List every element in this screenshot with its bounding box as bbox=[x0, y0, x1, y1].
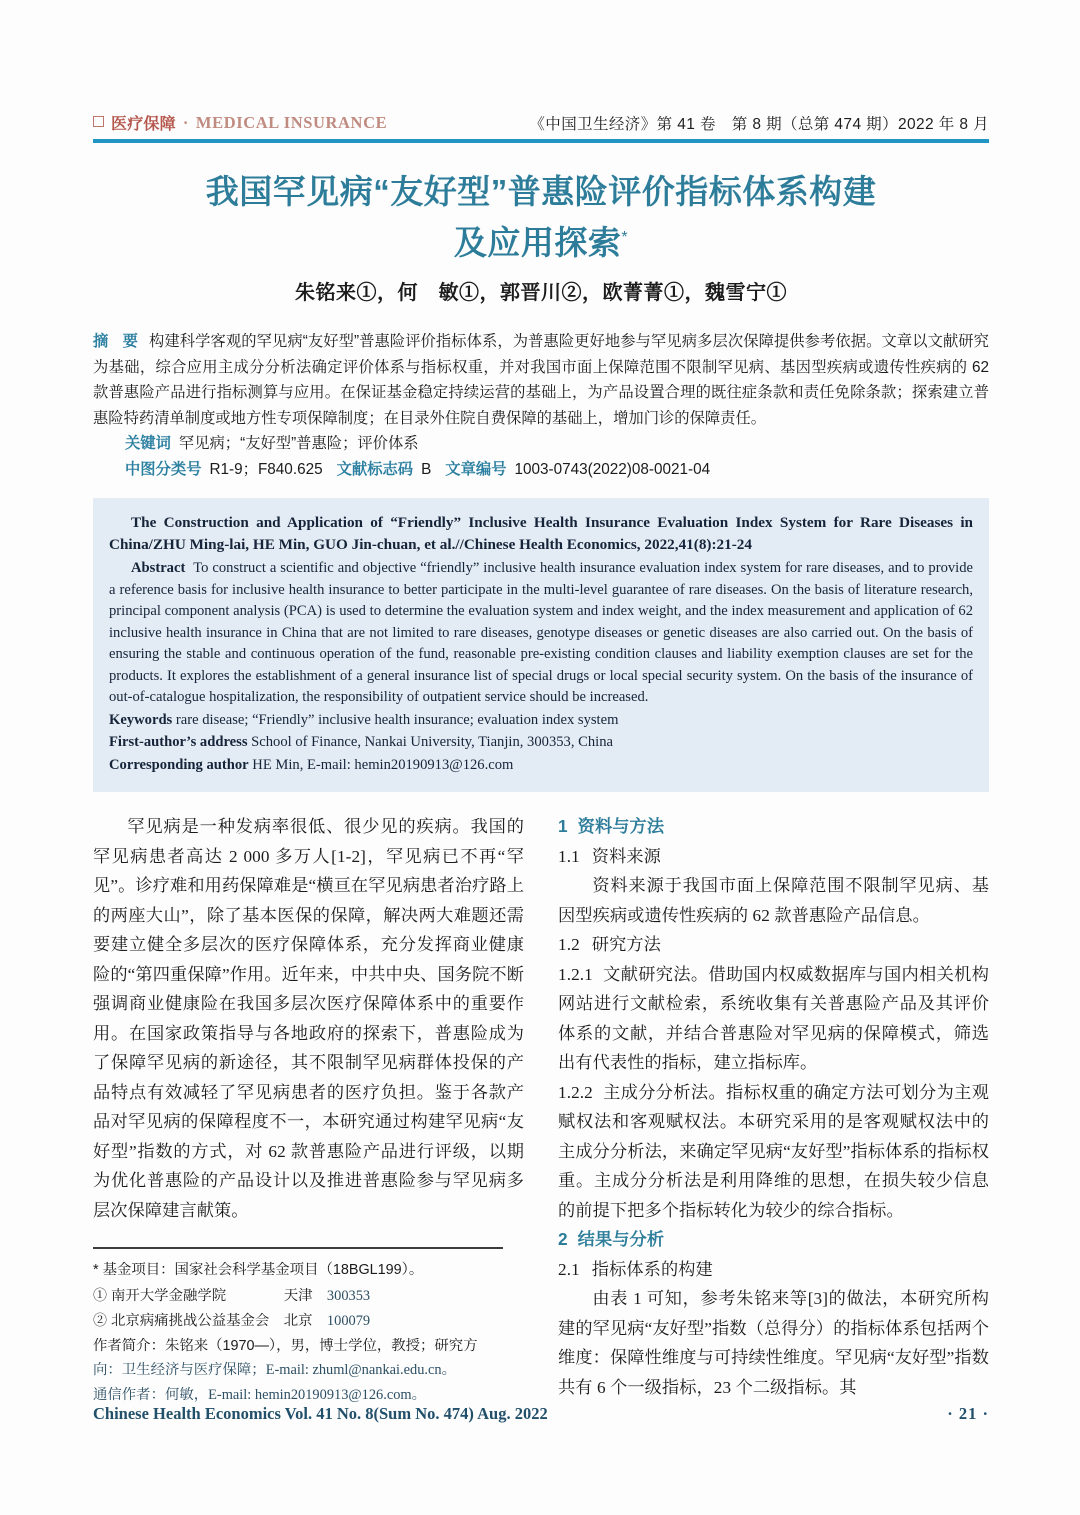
subsection-1-1-title: 资料来源 bbox=[591, 846, 661, 866]
section-heading-1 bbox=[558, 812, 989, 842]
affiliation-1-marker: ① bbox=[93, 1286, 107, 1303]
affiliation-2-city: 北京 bbox=[283, 1313, 313, 1330]
title-line-2: 及应用探索 bbox=[453, 224, 622, 261]
corresponding-footnote-line: 通信作者：何敏，E-mail: hemin20190913@126.com。 bbox=[93, 1386, 427, 1403]
english-keywords-label: Keywords bbox=[109, 711, 173, 728]
left-column bbox=[93, 812, 524, 1407]
subsection-1-2-title: 研究方法 bbox=[591, 935, 661, 955]
english-keywords-line bbox=[109, 710, 973, 732]
section-separator: · bbox=[182, 112, 189, 132]
article-id-value: 1003-0743(2022)08-0021-04 bbox=[514, 461, 711, 479]
body-columns bbox=[93, 812, 989, 1407]
footnote-text bbox=[93, 1258, 524, 1407]
english-abstract-box bbox=[93, 498, 989, 792]
doc-code-label: 文献标志码 bbox=[336, 461, 414, 479]
subsection-1-2-1-number: 1.2.1 bbox=[558, 964, 593, 984]
affiliation-1-name: 南开大学金融学院 bbox=[111, 1287, 227, 1304]
subsection-1-2-2 bbox=[558, 1078, 989, 1226]
classification-line bbox=[125, 457, 989, 483]
first-author-address-label: First-author’s address bbox=[109, 734, 248, 751]
subsection-heading-1-2 bbox=[558, 930, 989, 960]
affiliation-2-zip: 100079 bbox=[326, 1313, 371, 1330]
corresponding-author-value: HE Min, E-mail: hemin20190913@126.com bbox=[252, 756, 514, 773]
title-line-1: 我国罕见病“友好型”普惠险评价指标体系构建 bbox=[205, 173, 877, 210]
page-number: · 21 · bbox=[947, 1404, 989, 1423]
footnote-block bbox=[93, 1247, 524, 1407]
subsection-1-1-body: 资料来源于我国市面上保障范围不限制罕见病、基因型疾病或遗传性疾病的 62 款普惠险产品信息。 bbox=[558, 876, 989, 925]
english-keywords-value: rare disease; “Friendly” inclusive health insurance; evaluation index system bbox=[175, 711, 619, 728]
affiliation-1-line bbox=[93, 1283, 524, 1309]
english-abstract-body bbox=[109, 558, 973, 709]
running-header bbox=[93, 100, 989, 134]
corresponding-author-label: Corresponding author bbox=[109, 756, 249, 773]
section-heading-2 bbox=[558, 1225, 989, 1255]
subsection-1-2-2-body: 主成分分析法。指标权重的确定方法可划分为主观赋权法和客观赋权法。本研究采用的是客观赋权法中的主成分分析法，来确定罕见病“友好型”指标体系的指标权重。主成分分析法是利用降维的思想，在损失较少信息的前提下把多个指标转化为较少的综合指标。 bbox=[558, 1082, 989, 1220]
running-header-section bbox=[93, 111, 387, 134]
square-outline-icon bbox=[93, 116, 104, 127]
introduction-paragraph: 罕见病是一种发病率很低、很少见的疾病。我国的罕见病患者高达 2 000 多万人[1-2]，罕见病已不再“罕见”。诊疗难和用药保障难是“横亘在罕见病患者治疗路上的两座大山”，除了基本医保的保障，解决两大难题还需要建立健全多层次的医疗保障体系，充分发挥商业健康险的“第四重保障”作用。近年来，中共中央、国务院不断强调商业健康险在我国多层次医疗保障体系中的重要作用。在国家政策指导与各地政府的探索下，普惠险成为了保障罕见病的新途径，其不限制罕见病群体投保的产品特点有效减轻了罕见病患者的医疗负担。鉴于各款产品对罕见病的保障程度不一，本研究通过构建罕见病“友好型”指数的方式，对 62 款普惠险产品进行评级，以期为优化普惠险的产品设计以及推进普惠险参与罕见病多层次保障建言献策。 bbox=[93, 817, 524, 1220]
english-abstract-text: To construct a scientific and objective “friendly” inclusive health insurance evaluation index system for rare diseases, and to provide a reference basis for inclusive health insurance to better participate in the multi-level guarantee of rare diseases. On the basis of literature research, principal component analysis (PCA) is used to determine the evaluation system and index weight, and the index measurement and application of 62 inclusive health insurance in China that are not limited to rare diseases, genotype diseases or genetic diseases are also carried out. On the basis of ensuring the stable and continuous operation of the fund, reasonable pre-existing condition clauses and liability exemption clauses are set for the products. It explores the establishment of a general insurance list of special drugs or local special security system. On the basis of the insurance of out-of-catalogue hospitalization, the responsibility of outpatient service should be increased. bbox=[109, 560, 974, 706]
right-column bbox=[558, 812, 989, 1407]
english-abstract-label: Abstract bbox=[131, 560, 186, 577]
page-title bbox=[93, 169, 989, 266]
subsection-2-1-number: 2.1 bbox=[558, 1259, 580, 1279]
footnote-divider bbox=[93, 1247, 503, 1249]
subsection-1-2-2-number: 1.2.2 bbox=[558, 1082, 593, 1102]
keywords-line-cn bbox=[125, 431, 989, 457]
subsection-1-1-number: 1.1 bbox=[558, 846, 580, 866]
subsection-1-2-number: 1.2 bbox=[558, 935, 580, 955]
first-author-address-value: School of Finance, Nankai University, Tianjin, 300353, China bbox=[251, 734, 613, 751]
author-list: 朱铭来①，何 敏①，郭晋川②，欧菁菁①，魏雪宁① bbox=[295, 282, 787, 304]
fund-project-line: * 基金项目：国家社会科学基金项目（18BGL199）。 bbox=[93, 1262, 424, 1279]
affiliation-1-city: 天津 bbox=[283, 1287, 313, 1304]
affiliation-2-line bbox=[93, 1308, 524, 1334]
section-1-number: 1 bbox=[558, 816, 568, 837]
article-id-label: 文章编号 bbox=[445, 461, 507, 479]
corresponding-author-line bbox=[109, 755, 973, 777]
abstract-label-cn: 摘 要 bbox=[93, 333, 144, 350]
section-2-title: 结果与分析 bbox=[577, 1229, 665, 1250]
clc-value: R1-9；F840.625 bbox=[209, 461, 323, 479]
chinese-abstract bbox=[93, 329, 989, 431]
page-footer bbox=[93, 1404, 989, 1424]
author-bio-line-1: 作者简介：朱铭来（1970—），男，博士学位，教授；研究方 bbox=[93, 1337, 478, 1354]
doc-code-value: B bbox=[421, 461, 432, 479]
subsection-heading-1-1 bbox=[558, 842, 989, 872]
footer-journal-line: Chinese Health Economics Vol. 41 No. 8(Sum No. 474) Aug. 2022 bbox=[93, 1404, 548, 1423]
page-content bbox=[93, 100, 989, 1407]
author-bio-line-2: 向：卫生经济与医疗保障；E-mail: zhuml@nankai.edu.cn。 bbox=[93, 1362, 456, 1379]
affiliation-1-zip: 300353 bbox=[326, 1287, 371, 1304]
header-rule bbox=[93, 139, 989, 143]
keywords-label-cn: 关键词 bbox=[125, 435, 171, 453]
section-label-en: MEDICAL INSURANCE bbox=[195, 112, 388, 132]
subsection-2-1-body: 由表 1 可知，参考朱铭来等[3]的做法，本研究所构建的罕见病“友好型”指数（总得分）的指标体系包括两个维度：保障性维度与可持续性维度。罕见病“友好型”指数共有 6 个一级指标，23 个二级指标。其 bbox=[558, 1289, 989, 1397]
subsection-heading-2-1 bbox=[558, 1255, 989, 1285]
clc-label: 中图分类号 bbox=[125, 461, 202, 479]
subsection-1-2-1 bbox=[558, 960, 989, 1078]
section-2-number: 2 bbox=[558, 1229, 568, 1250]
section-label-cn: 医疗保障 bbox=[111, 116, 176, 133]
journal-issue-info: 《中国卫生经济》第 41 卷 第 8 期（总第 474 期）2022 年 8 月 bbox=[529, 116, 989, 133]
title-block bbox=[93, 169, 989, 305]
english-article-title: The Construction and Application of “Friendly” Inclusive Health Insurance Evaluation Index System for Rare Diseases in China/ZHU Ming-lai, HE Min, GUO Jin-chuan, et al.//Chinese Health Economics, 2022,41(8):21-24 bbox=[109, 514, 973, 554]
subsection-2-1-title: 指标体系的构建 bbox=[591, 1259, 713, 1279]
affiliation-2-name: 北京病痛挑战公益基金会 bbox=[111, 1313, 270, 1330]
affiliation-2-marker: ② bbox=[93, 1312, 107, 1329]
first-author-address-line bbox=[109, 732, 973, 754]
abstract-text-cn: 构建科学客观的罕见病“友好型”普惠险评价指标体系，为普惠险更好地参与罕见病多层次保障提供参考依据。文章以文献研究为基础，综合应用主成分分析法确定评价体系与指标权重，并对我国市面上保障范围不限制罕见病、基因型疾病或遗传性疾病的 62 款普惠险产品进行指标测算与应用。在保证基金稳定持续运营的基础上，为产品设置合理的既往症条款和责任免除条款；探索建立普惠险特药清单制度或地方性专项保障制度；在目录外住院自费保障的基础上，增加门诊的保障责任。 bbox=[93, 333, 989, 427]
section-1-title: 资料与方法 bbox=[577, 816, 665, 837]
keywords-value-cn: 罕见病；“友好型”普惠险；评价体系 bbox=[178, 435, 419, 453]
title-footnote-marker: * bbox=[621, 229, 629, 246]
subsection-1-2-1-body: 文献研究法。借助国内权威数据库与国内相关机构网站进行文献检索，系统收集有关普惠险产品及其评价体系的文献，并结合普惠险对罕见病的保障模式，筛选出有代表性的指标，建立指标库。 bbox=[558, 964, 989, 1073]
title-line-2-wrap bbox=[93, 215, 989, 266]
